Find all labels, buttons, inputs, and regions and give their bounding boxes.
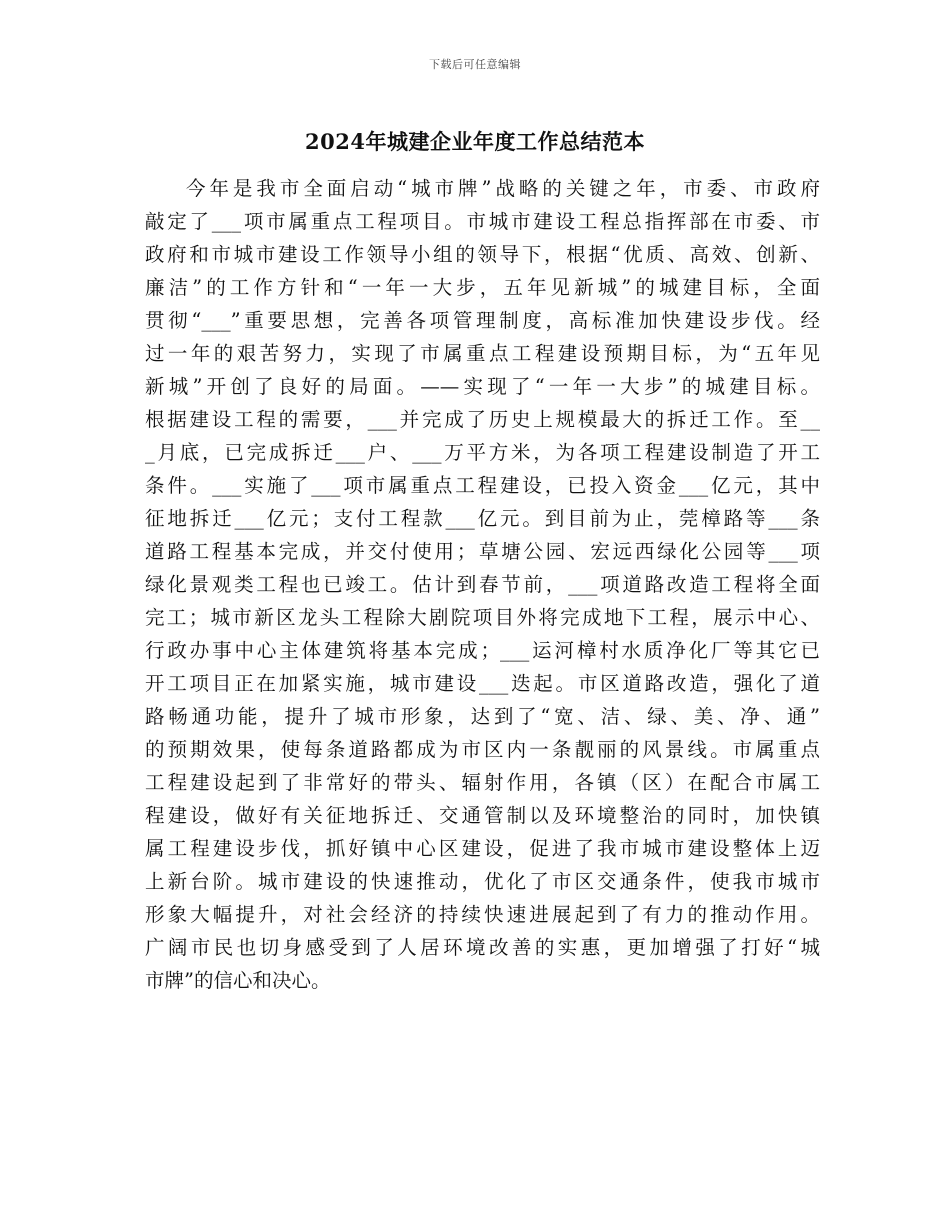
body-line: 上新台阶。城市建设的快速推动，优化了市区交通条件，使我市城市	[145, 870, 820, 893]
body-line: 路畅通功能，提升了城市形象，达到了“宽、洁、绿、美、净、通”	[145, 705, 820, 728]
body-line: 完工；城市新区龙头工程除大剧院项目外将完成地下工程，展示中心、	[145, 606, 820, 629]
body-line: 工程建设起到了非常好的带头、辐射作用，各镇（区）在配合市属工	[145, 771, 820, 794]
body-line: 属工程建设步伐，抓好镇中心区建设，促进了我市城市建设整体上迈	[145, 837, 820, 860]
body-line: 的预期效果，使每条道路都成为市区内一条靓丽的风景线。市属重点	[145, 738, 820, 761]
body-line: 绿化景观类工程也已竣工。估计到春节前，___项道路改造工程将全面	[145, 573, 820, 596]
body-paragraph	[145, 172, 820, 997]
body-line: 廉洁”的工作方针和“一年一大步，五年见新城”的城建目标，全面	[145, 276, 820, 299]
body-line: 条件。___实施了___项市属重点工程建设，已投入资金___亿元，其中	[145, 474, 820, 497]
header-note: 下载后可任意编辑	[429, 58, 521, 71]
body-line: 征地拆迁___亿元；支付工程款___亿元。到目前为止，莞樟路等___条	[145, 507, 820, 530]
body-line: _月底，已完成拆迁___户、___万平方米，为各项工程建设制造了开工	[145, 441, 820, 464]
body-line: 市牌”的信心和决心。	[145, 969, 331, 992]
body-line: 程建设，做好有关征地拆迁、交通管制以及环境整治的同时，加快镇	[145, 804, 820, 827]
body-line: 根据建设工程的需要，___并完成了历史上规模最大的拆迁工作。至__	[145, 408, 820, 431]
body-line: 新城”开创了良好的局面。——实现了“一年一大步”的城建目标。	[145, 375, 820, 398]
document-title: 2024年城建企业年度工作总结范本	[305, 129, 645, 154]
body-line: 行政办事中心主体建筑将基本完成；___运河樟村水质净化厂等其它已	[145, 639, 820, 662]
body-line: 道路工程基本完成，并交付使用；草塘公园、宏远西绿化公园等___项	[145, 540, 820, 563]
body-line: 敲定了___项市属重点工程项目。市城市建设工程总指挥部在市委、市	[145, 210, 820, 233]
body-line: 广阔市民也切身感受到了人居环境改善的实惠，更加增强了打好“城	[145, 936, 820, 959]
body-line: 形象大幅提升，对社会经济的持续快速进展起到了有力的推动作用。	[145, 903, 820, 926]
body-line: 过一年的艰苦努力，实现了市属重点工程建设预期目标，为“五年见	[145, 342, 820, 365]
body-line: 今年是我市全面启动“城市牌”战略的关键之年，市委、市政府	[186, 177, 820, 200]
body-line: 开工项目正在加紧实施，城市建设___迭起。市区道路改造，强化了道	[145, 672, 820, 695]
body-line: 政府和市城市建设工作领导小组的领导下，根据“优质、高效、创新、	[145, 243, 820, 266]
body-line: 贯彻“___”重要思想，完善各项管理制度，高标准加快建设步伐。经	[145, 309, 820, 332]
